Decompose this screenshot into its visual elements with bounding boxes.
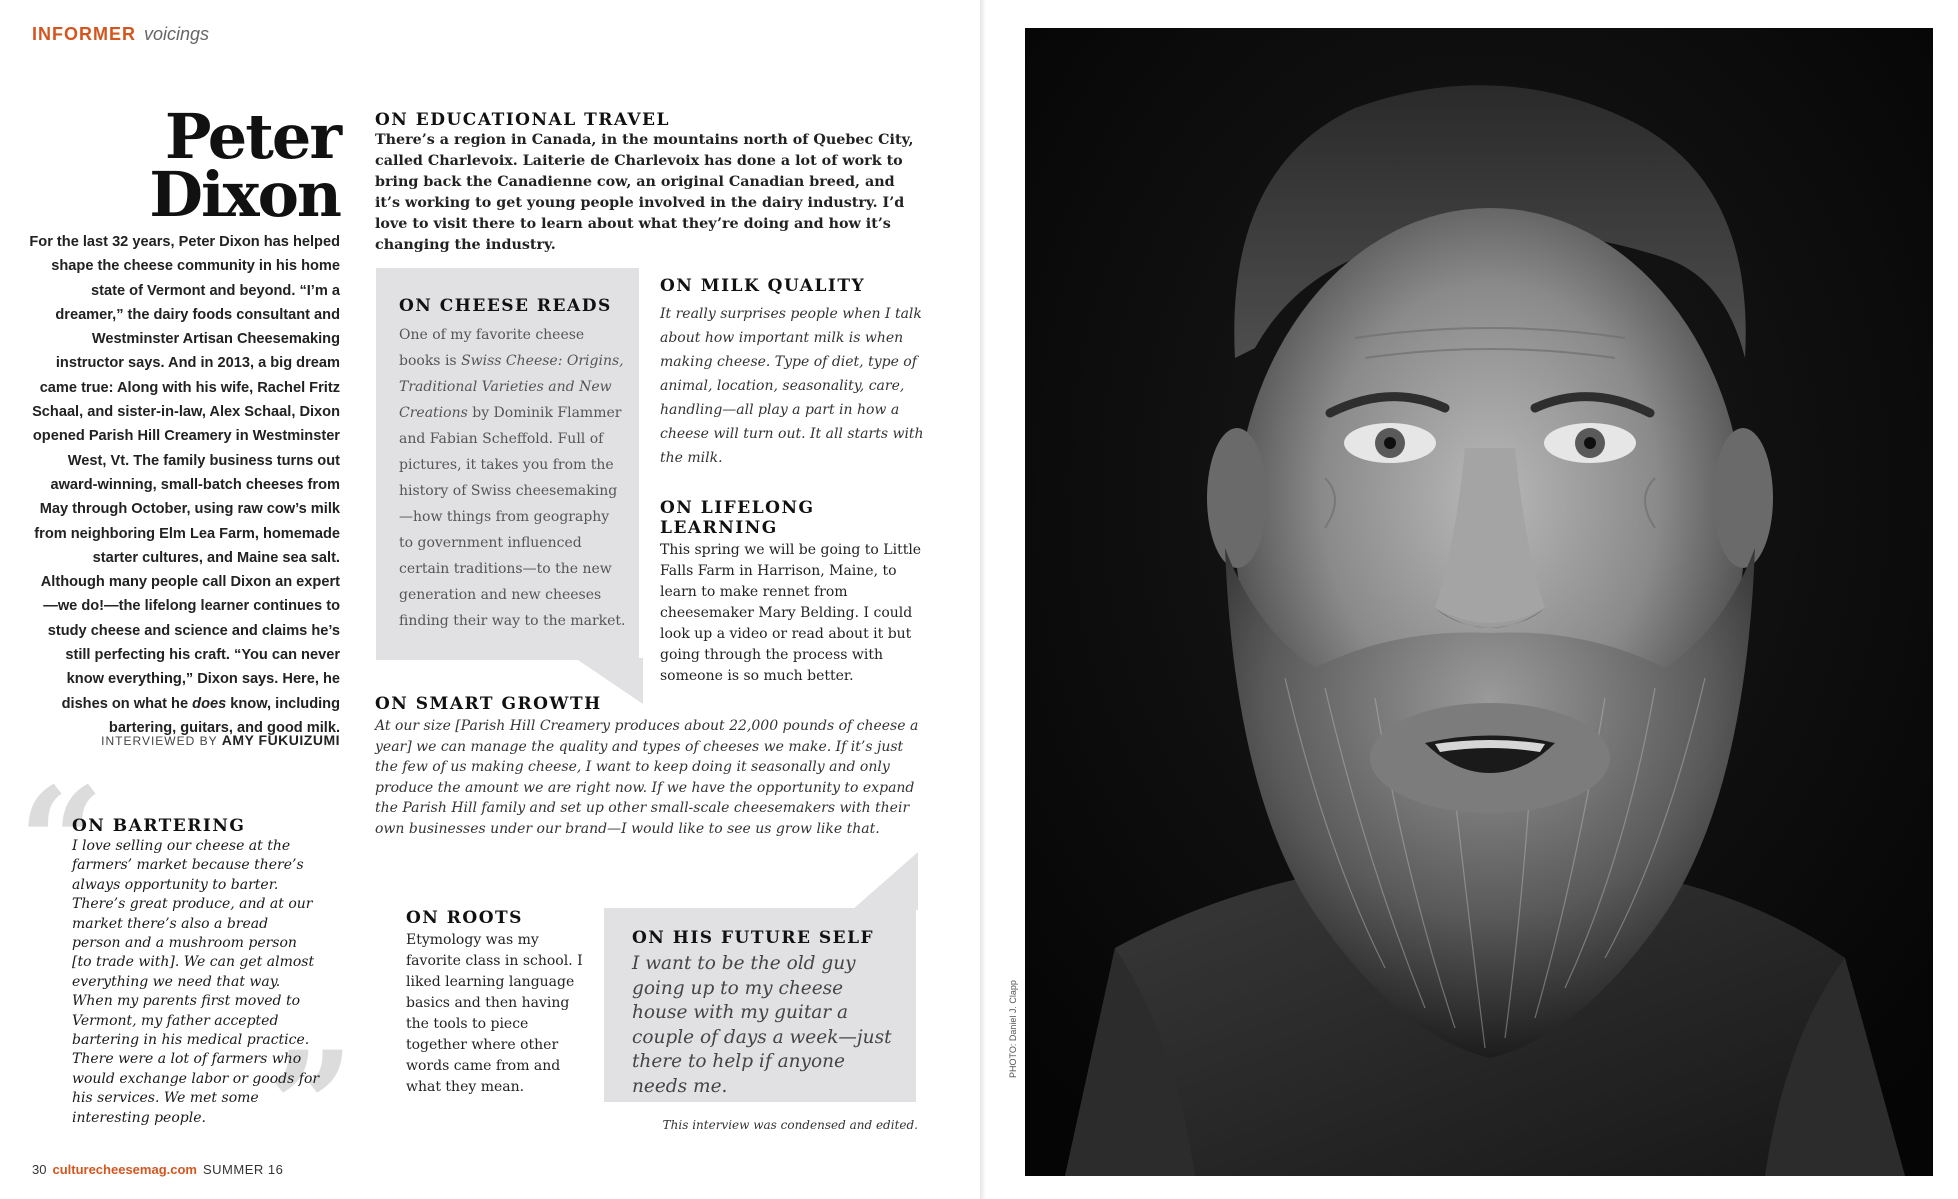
byline-author: AMY FUKUIZUMI: [221, 732, 340, 748]
section-bartering: [72, 816, 320, 1128]
photo-credit: PHOTO: Daniel J. Clapp: [1008, 980, 1018, 1078]
section-heading: ON LIFELONG LEARNING: [660, 498, 815, 538]
section-future-self: [632, 928, 902, 1099]
profile-last-name: Dixon: [149, 158, 340, 231]
section-heading: ON BARTERING: [72, 816, 246, 836]
section-name: INFORMER: [32, 24, 136, 44]
profile-first-name: Peter: [164, 100, 340, 173]
section-body: I want to be the old guy going up to my cheese house with my guitar a couple of days a week—just there to help if anyone needs me.: [632, 953, 892, 1097]
section-educational-travel: [375, 110, 915, 256]
section-cheese-reads: [399, 296, 627, 634]
section-heading: ON CHEESE READS: [399, 296, 612, 316]
profile-name: [40, 100, 340, 231]
intro-text: For the last 32 years, Peter Dixon has helped shape the cheese community in his home state of Vermont and beyond. “I’m a dreamer,” the dairy foods consultant and Westminster Artisan Cheesemaking instructor says. And in 2013, a big dream came true: Along with his wife, Rachel Fritz Schaal, and sister-in-law, Alex Schaal, Dixon opened Parish Hill Creamery in Westminster West, Vt. The family business turns out award-winning, small-batch cheeses from May through October, using raw cow’s milk from neighboring Elm Lea Farm, homemade starter cultures, and Maine sea salt. Although many people call Dixon an expert—we do!—the lifelong learner continues to study cheese and science and claims he’s still perfecting his craft. “You can never know everything,” Dixon says. Here, he dishes on what he: [29, 234, 340, 712]
byline: [28, 732, 340, 748]
book-title: Swiss Cheese: Origins, Traditional Varieties and New Creations: [399, 353, 624, 421]
section-body: There’s a region in Canada, in the mountains north of Quebec City, called Charlevoix. Laiterie de Charlevoix has done a lot of work to bring back the Canadienne cow, an original Canadian breed, and it’s working to get young people involved in the dairy industry. I’d love to visit there to learn about what they’re doing and how it’s changing the industry.: [375, 132, 914, 253]
section-heading: ON SMART GROWTH: [375, 694, 602, 714]
intro-paragraph: [28, 230, 340, 740]
page-footer: [32, 1162, 283, 1177]
section-body: I love selling our cheese at the farmers’ market because there’s always opportunity to barter. There’s great produce, and at our market there’s also a bread person and a mushroom person [to trade with]. We can get almost everything we need that way. When my parents first moved to Vermont, my father accepted bartering in his medical practice. There were a lot of farmers who would exchange labor or goods for his services. We met some interesting people.: [72, 838, 320, 1126]
section-body-text: One of my favorite cheese books is: [399, 327, 585, 369]
footnote: This interview was condensed and edited.: [662, 1118, 918, 1132]
byline-label: INTERVIEWED BY: [101, 734, 218, 748]
section-body: This spring we will be going to Little Falls Farm in Harrison, Maine, to learn to make rennet from cheesemaker Mary Belding. I could look up a video or read about it but going through the process with someone is so much better.: [660, 542, 922, 684]
section-heading: ON MILK QUALITY: [660, 276, 866, 296]
section-roots: [406, 908, 586, 1098]
section-tag: [32, 24, 209, 45]
issue-label: SUMMER 16: [202, 1162, 284, 1177]
section-milk-quality: [660, 276, 924, 470]
section-smart-growth: [375, 694, 925, 840]
open-quote-icon: “: [18, 755, 105, 931]
section-heading: ON ROOTS: [406, 908, 523, 928]
section-body: At our size [Parish Hill Creamery produces about 22,000 pounds of cheese a year] we can manage the quality and types of cheeses we make. If it’s just the few of us making cheese, I want to keep doing it seasonally and only produce the amount we are right now. If we have the opportunity to expand the Parish Hill family and set up other small-scale cheesemakers with their own businesses under our brand—I would like to see us grow like that.: [375, 718, 919, 837]
section-lifelong-learning: [660, 498, 930, 687]
section-body: [399, 322, 627, 634]
future-self-bubble-tail: [852, 852, 918, 910]
section-heading: ON HIS FUTURE SELF: [632, 928, 875, 948]
portrait-illustration: [1025, 28, 1933, 1176]
portrait-photo: [1025, 28, 1933, 1176]
subsection-name: voicings: [144, 24, 210, 44]
section-body: Etymology was my favorite class in school. I liked learning language basics and then having the tools to piece together where other words came from and what they mean.: [406, 932, 583, 1095]
website-link[interactable]: culturecheesemag.com: [52, 1162, 197, 1177]
intro-emphasis: does: [192, 695, 227, 712]
section-heading: ON EDUCATIONAL TRAVEL: [375, 110, 670, 130]
section-body: It really surprises people when I talk about how important milk is when making cheese. Type of diet, type of animal, location, seasonality, care, handling—all play a part in how a cheese will turn out. It all starts with the milk.: [660, 306, 924, 466]
close-quote-icon: ”: [268, 1019, 355, 1195]
intro-text-end: know, including bartering, guitars, and good milk.: [108, 695, 340, 736]
section-body-text-end: by Dominik Flammer and Fabian Scheffold. Full of pictures, it takes you from the history of Swiss cheesemaking —how things from geography to government influenced certain traditions—to the new generation and new cheeses finding their way to the market.: [399, 405, 626, 629]
page-number: 30: [32, 1162, 47, 1177]
